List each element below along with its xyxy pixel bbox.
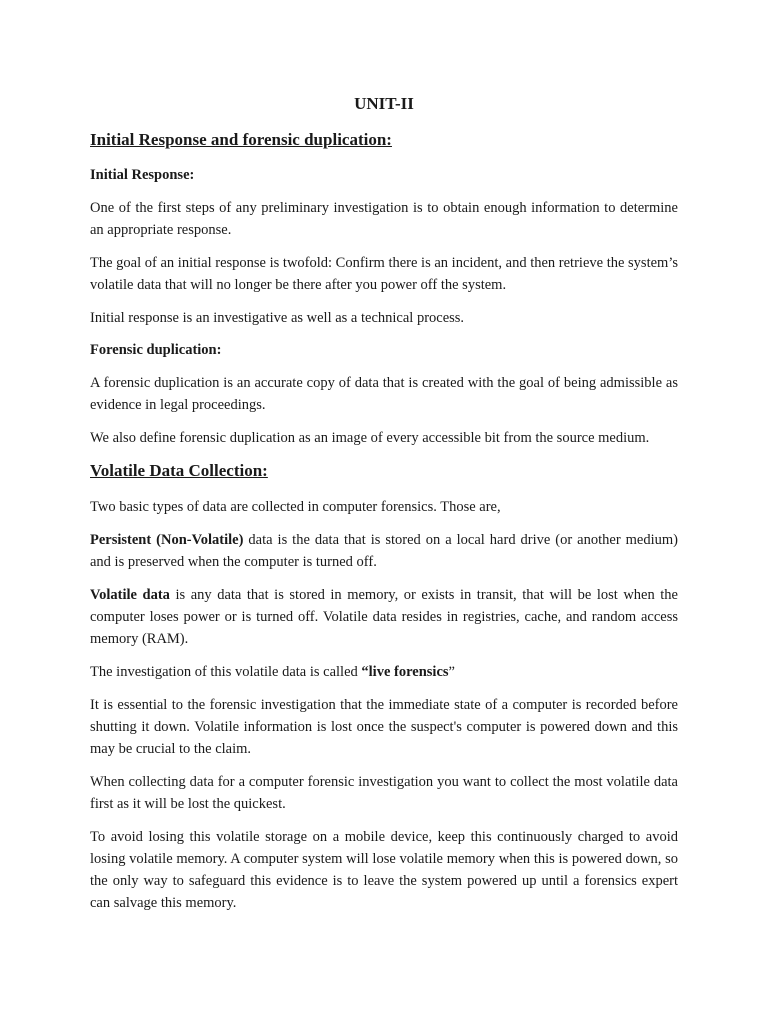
live-forensics-intro: The investigation of this volatile data is called: [90, 664, 362, 680]
live-forensics-close-quote: ”: [448, 664, 455, 680]
term-live-forensics: “live forensics: [361, 664, 449, 680]
document-page: [90, 93, 678, 925]
term-volatile-data: Volatile data: [90, 587, 170, 603]
paragraph-live-forensics: [90, 661, 678, 683]
subheading-initial-response: Initial Response:: [90, 167, 195, 183]
paragraph-persistent-data: [90, 529, 678, 573]
paragraph-forensic-duplication-1: A forensic duplication is an accurate copy of data that is created with the goal of being admissible as evidence in legal proceedings.: [90, 375, 678, 413]
paragraph-volatile-6: When collecting data for a computer forensic investigation you want to collect the most volatile data first as it will be lost the quickest.: [90, 774, 678, 812]
paragraph-volatile-1: Two basic types of data are collected in computer forensics. Those are,: [90, 499, 501, 515]
unit-title: UNIT-II: [354, 94, 414, 113]
paragraph-volatile-7: To avoid losing this volatile storage on a mobile device, keep this continuously charged to avoid losing volatile memory. A computer system will lose volatile memory when this is powered down, so the only way to safeguard this evidence is to leave the system powered up until a forensics expert can salvage this memory.: [90, 829, 678, 911]
volatile-definition: is any data that is stored in memory, or exists in transit, that will be lost when the computer loses power or is turned off. Volatile data resides in registries, cache, and random access memory (RAM).: [90, 587, 678, 647]
persistent-definition: data is the data that is stored on a local hard drive (or another medium) and is preserved when the computer is turned off.: [90, 532, 678, 570]
section-heading-volatile-data-collection: Volatile Data Collection:: [90, 461, 268, 480]
paragraph-initial-response-3: Initial response is an investigative as well as a technical process.: [90, 310, 465, 326]
section-heading-initial-response-forensic-duplication: Initial Response and forensic duplication:: [90, 130, 392, 149]
paragraph-volatile-5: It is essential to the forensic investigation that the immediate state of a computer is recorded before shutting it down. Volatile information is lost once the suspect's computer is powered down and this may be crucial to the claim.: [90, 697, 678, 757]
paragraph-forensic-duplication-2: We also define forensic duplication as an image of every accessible bit from the source medium.: [90, 430, 650, 446]
subheading-forensic-duplication: Forensic duplication:: [90, 342, 222, 358]
paragraph-initial-response-2: The goal of an initial response is twofold: Confirm there is an incident, and then retrieve the system’s volatile data that will no longer be there after you power off the system.: [90, 255, 678, 293]
paragraph-initial-response-1: One of the first steps of any preliminary investigation is to obtain enough information to determine an appropriate response.: [90, 200, 678, 238]
term-persistent: Persistent (Non-Volatile): [90, 532, 244, 548]
paragraph-volatile-data: [90, 584, 678, 650]
